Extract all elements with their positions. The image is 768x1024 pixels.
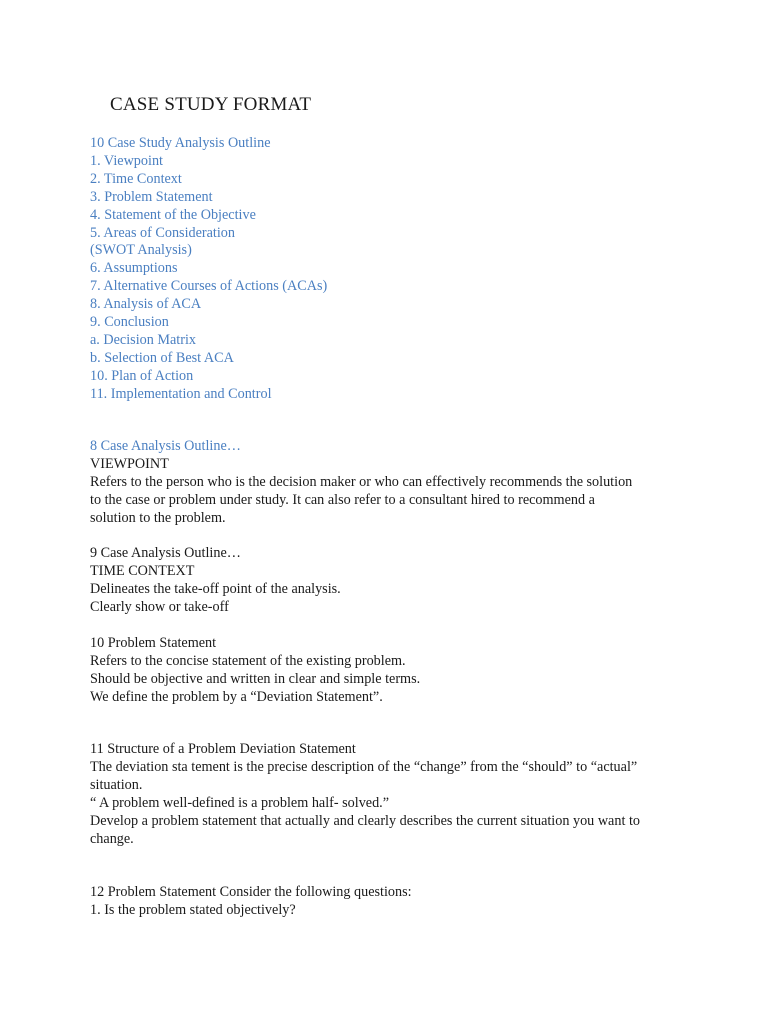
outline-item: 1. Viewpoint [90,152,163,169]
outline-item: 11. Implementation and Control [90,385,272,402]
viewpoint-section [90,438,690,528]
paragraph-line: Should be objective and written in clear and simple terms. [90,670,421,687]
outline-item: 2. Time Context [90,170,182,187]
questions-section [90,884,690,920]
paragraph-line: 1. Is the problem stated objectively? [90,901,296,918]
paragraph-line: Delineates the take-off point of the analysis. [90,580,341,597]
section-heading: 10 Problem Statement [90,635,217,651]
section-subheading: TIME CONTEXT [90,562,195,579]
paragraph-line: The deviation sta tement is the precise description of the “change” from the “should” to “actual” [90,758,638,775]
outline-item: 8. Analysis of ACA [90,296,202,313]
paragraph-line: Refers to the concise statement of the existing problem. [90,652,406,669]
outline-item: (SWOT Analysis) [90,242,192,259]
deviation-statement-section [90,741,690,848]
outline-item: 7. Alternative Courses of Actions (ACAs) [90,278,328,295]
outline-item: 9. Conclusion [90,314,169,331]
outline-heading: 10 Case Study Analysis Outline [90,135,271,151]
outline-item: b. Selection of Best ACA [90,349,234,366]
outline-item: 4. Statement of the Objective [90,206,256,223]
problem-statement-section [90,635,690,707]
outline-item: 5. Areas of Consideration [90,224,235,241]
paragraph-line: solution to the problem. [90,509,226,526]
paragraph-line: to the case or problem under study. It can also refer to a consultant hired to recommend a [90,491,595,508]
paragraph-line: Develop a problem statement that actually and clearly describes the current situation you want to [90,812,640,829]
paragraph-line: Clearly show or take-off [90,598,229,615]
case-study-outline [90,135,690,404]
paragraph-line: “ A problem well-defined is a problem half- solved.” [90,794,390,811]
section-heading: 11 Structure of a Problem Deviation Statement [90,741,356,757]
outline-item: 3. Problem Statement [90,188,213,205]
section-heading: 8 Case Analysis Outline… [90,438,241,454]
paragraph-line: Refers to the person who is the decision maker or who can effectively recommends the solution [90,473,633,490]
paragraph-line: situation. [90,776,143,793]
paragraph-line: We define the problem by a “Deviation Statement”. [90,688,383,705]
outline-item: a. Decision Matrix [90,331,196,348]
paragraph-line: change. [90,830,134,847]
section-heading: 9 Case Analysis Outline… [90,545,241,561]
section-subheading: VIEWPOINT [90,455,169,472]
time-context-section [90,545,690,617]
outline-item: 10. Plan of Action [90,367,194,384]
document-title: CASE STUDY FORMAT [110,94,312,115]
section-heading: 12 Problem Statement Consider the following questions: [90,884,412,900]
outline-item: 6. Assumptions [90,260,178,277]
